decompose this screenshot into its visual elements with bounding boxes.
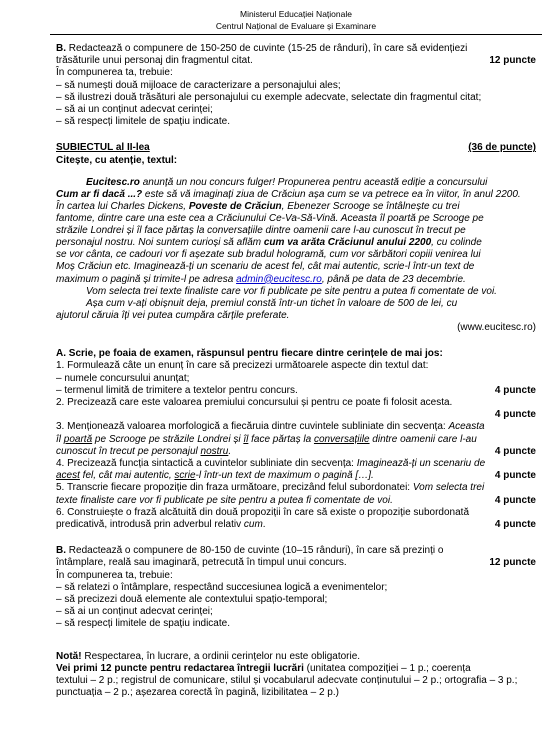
question-3-text: 3. Menționează valoarea morfologică a fiecăruia dintre cuvintele subliniate din secvența: Aceasta: [56, 421, 485, 433]
subject2-points: (36 de puncte): [468, 142, 536, 154]
section-b2-prefix: B.: [56, 545, 66, 557]
question-4-text: 4. Precizează funcția sintactică a cuvintelor subliniate din secvența: Imaginează-ți un scenariu de: [56, 457, 486, 469]
header-rule: [50, 34, 542, 35]
question-1-text: 1. Formulează câte un enunț în care să precizezi următoarele aspecte din textul dat:: [56, 360, 429, 372]
page-header: [56, 8, 536, 35]
note-label: Notă!: [56, 650, 82, 662]
section-b2-intro-a: Redactează o compunere de 80-150 de cuvinte (10–15 rânduri), în care să prezinți o: [68, 545, 444, 557]
underlined-word: conversațiile: [313, 433, 370, 445]
excerpt-site-name: Eucitesc.ro: [86, 176, 140, 188]
section-b1-points: 12 puncte: [489, 55, 536, 67]
question-1-item: – termenul limită de trimitere a textelor pentru concurs.: [56, 384, 298, 396]
question-6-points: 4 puncte: [494, 519, 536, 530]
section-b2-intro-b: întâmplare, reală sau imaginară, petrecută în timpul unui concurs.: [56, 557, 347, 569]
question-2-points: 4 puncte: [494, 409, 536, 421]
center-name: Centrul Național de Evaluare și Examinare: [215, 21, 377, 31]
excerpt-text: Eucitesc.ro anunță un nou concurs fulger! Propunerea pentru această ediție a concursului Cum ar fi dacă ...? este să vă imaginați ziua de Crăciun așa cum se va petrece ea în viitor, în anul 2200. În cartea lui Charles Dickens, Poveste de Crăciun, Ebenezer Scrooge se întâlnește cu trei fantome, dintre care una este cea a Crăciunului Ce-Va-Să-Vină. Aceasta îl poartă pe Scrooge pe străzile Londrei și îl face părtaș la conversațiile dintre oamenii care l-au cunoscut în trecut pe personajul nostru. Noi suntem curioși să aflăm cum va arăta Crăciunul anului 2200, cu colinde se vor cânta, ce cadouri vor fi așezate sub bradul hologramă, cum vor sărbători copiii venirea lui Moș Crăciun etc. Imaginează-ți un scenariu de acest fel, cât mai autentic, scrie-l într-un text de maximum o pagină și trimite-l pe adresa admin@eucitesc.ro, până pe data de 23 decembrie. Vom selecta trei texte finaliste care vor fi publicate pe site pentru a putea fi comentate de voi. Așa cum v-ați obișnuit deja, premiul constă într-un tichet în valoare de 500 de lei, cu ajutorul căruia îți vei putea cumpăra cărțile preferate.: [56, 176, 521, 321]
subject2-instruction: Citește, cu atenție, textul:: [56, 154, 178, 166]
section-b1-intro-a: Redactează o compunere de 150-250 de cuvinte (15-25 de rânduri), în care să evidențiezi: [68, 43, 468, 54]
underlined-word: nostru: [200, 445, 229, 457]
section-b2-item: – să relatezi o întâmplare, respectând succesiunea logică a evenimentelor;: [56, 581, 388, 593]
underlined-word: scrie: [174, 470, 196, 482]
email-link[interactable]: admin@eucitesc.ro: [236, 273, 322, 285]
section-b1-item: – să ilustrezi două trăsături ale personajului cu exemple adecvate, selectate din fragmentul citat;: [56, 91, 482, 103]
question-1-item: – numele concursului anunțat;: [56, 372, 190, 384]
question-6-text: 6. Construiește o frază alcătuită din două propoziții în care să existe o propoziție subordonată: [56, 506, 470, 518]
section-b1-item: – să ai un conținut adecvat cerinței;: [56, 104, 213, 116]
subject2-header: [56, 142, 536, 154]
section-b1-lead: În compunerea ta, trebuie:: [56, 67, 173, 79]
section-b-subject1: [56, 43, 536, 128]
section-b2-points: 12 puncte: [489, 557, 536, 569]
subject2-title: SUBIECTUL al II-lea: [56, 142, 150, 154]
section-b2-item: – să respecți limitele de spațiu indicate.: [56, 618, 230, 630]
question-5-text: 5. Transcrie fiecare propoziție din fraza următoare, precizând felul subordonatei: Vom selecta trei: [56, 482, 485, 494]
underlined-word: acest: [56, 470, 80, 482]
question-1-points: 4 puncte: [494, 384, 536, 396]
question-2-text: 2. Precizează care este valoarea premiului concursului și pentru ce poate fi folosit acesta.: [56, 396, 453, 408]
section-a: A. Scrie, pe foaia de examen, răspunsul pentru fiecare dintre cerințele de mai jos: 1. Formulează câte un enunț în care să precizezi următoarele aspecte din textul dat: – numele concursului anunțat; – termenul limită de trimitere a textelor pentru concurs. 4 puncte 2. Precizează care este valoarea premiului concursului și pentru ce poate fi folosit acesta. 4 puncte 3. Menționează valoarea morfologică a fiecăruia dintre cuvintele subliniate din secvența: Aceasta îl poartă pe Scrooge pe străzile Londrei și îl face părtaș la conversațiile dintre oamenii care l-au cunoscut în trecut pe personajul nostru. 4 puncte 4. Precizează funcția sintactică a cuvintelor subliniate din secvența: Imaginează-ți un scenariu de acest fel, cât mai autentic, scrie-l într-un text de maximum o pagină […]. 4 puncte 5. Transcrie fiecare propoziție din fraza următoare, precizând felul subordonatei: Vom selecta trei texte finaliste care vor fi publicate pe site pentru a putea fi comentate de voi. 4 puncte 6. Construiește o frază alcătuită din două propoziții în care să existe o propoziție subordonată predicativă, introdusă prin adverbul relativ cum. 4 puncte: [56, 348, 536, 530]
excerpt-book-title: Poveste de Crăciun: [188, 201, 282, 213]
underlined-word: îl: [243, 433, 249, 445]
section-b2-item: – să precizezi două elemente ale contextului spațio-temporal;: [56, 594, 328, 606]
note-text: Respectarea, în lucrare, a ordinii cerințelor nu este obligatorie.: [81, 650, 361, 662]
section-b1-intro: [56, 43, 536, 55]
ministry-name: Ministerul Educației Naționale: [240, 9, 352, 19]
underlined-word: poartă: [63, 433, 93, 445]
section-b-subject2: [56, 545, 536, 630]
question-3-points: 4 puncte: [494, 445, 536, 457]
question-5-points: 4 puncte: [494, 494, 536, 506]
section-b2-item: – să ai un conținut adecvat cerinței;: [56, 606, 213, 618]
section-b2-lead: În compunerea ta, trebuie:: [56, 569, 173, 581]
section-a-title: A. Scrie, pe foaia de examen, răspunsul pentru fiecare dintre cerințele de mai jos:: [56, 348, 443, 360]
section-b1-prefix: B.: [56, 43, 66, 54]
section-b1-item: – să respecți limitele de spațiu indicate.: [56, 116, 230, 128]
excerpt-contest-name: Cum ar fi dacă ...?: [56, 188, 143, 200]
excerpt-source: (www.eucitesc.ro): [457, 321, 536, 333]
section-b1-item: – să numești două mijloace de caracterizare a personajului ales;: [56, 79, 341, 91]
section-b1-intro-b: trăsăturile unui personaj din fragmentul citat.: [56, 55, 253, 67]
note-block: Notă! Respectarea, în lucrare, a ordinii cerințelor nu este obligatorie. Vei primi 12 puncte pentru redactarea întregii lucrări (unitatea compoziției – 1 p.; coerența textului – 2 p.; registrul de comunicare, stilul și vocabularul adecvate conținutului – 2 p.; ortografia – 3 p.; punctuația – 2 p.; așezarea corectă în pagină, lizibilitatea – 2 p.): [56, 650, 518, 699]
question-4-points: 4 puncte: [494, 470, 536, 482]
